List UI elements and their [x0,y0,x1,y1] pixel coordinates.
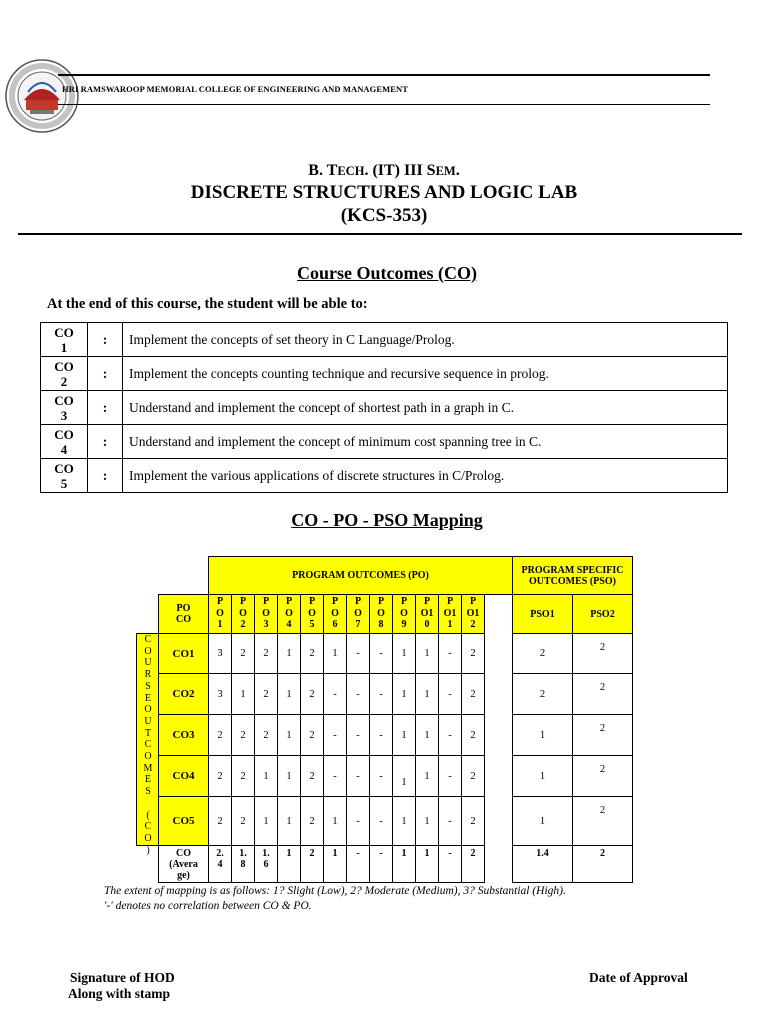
mapping-legend-note: The extent of mapping is as follows: 1? Slight (Low), 2? Moderate (Medium), 3? Substantial (High). [104,885,566,897]
po-column-header: P O1 1 [438,594,462,634]
mapping-value: 2 [461,633,485,674]
course-title: DISCRETE STRUCTURES AND LOGIC LAB [190,182,578,203]
mapping-value: 1 [254,796,278,846]
co-id: CO 4 [41,425,88,459]
co-row [41,425,728,459]
mapping-no-correlation-note: '-' denotes no correlation between CO & PO. [104,900,312,912]
pso-value: 2 [512,633,573,674]
mapping-value: 2 [208,755,232,797]
row-co-label: CO2 [158,673,209,715]
mapping-value: 3 [208,633,232,674]
po-column-header: P O 1 [208,594,232,634]
pso-value: 1 [512,796,573,846]
mapping-value: 2 [300,714,324,756]
row-co-label: CO5 [158,796,209,846]
po-column-header: P O1 0 [415,594,439,634]
mapping-value: - [369,755,393,797]
mapping-value: 1 [415,755,439,797]
header-divider [18,233,742,235]
co-row [41,323,728,357]
mapping-value: - [369,673,393,715]
mapping-value: - [346,673,370,715]
header-rule-top [58,74,710,76]
mapping-value: 2 [461,673,485,715]
mapping-value: 2 [208,796,232,846]
mapping-value: 2 [231,714,255,756]
average-value: 1. 8 [231,845,255,883]
mapping-value: 1 [392,673,416,715]
pso-value: 2 [572,673,633,715]
mapping-value: 2 [254,633,278,674]
pso-value: 1 [512,714,573,756]
course-outcomes-table [40,322,728,493]
mapping-value: 1 [254,755,278,797]
mapping-value: 1 [277,714,301,756]
po-group-header: PROGRAM OUTCOMES (PO) [208,556,513,595]
average-value: - [369,845,393,883]
mapping-title: CO - PO - PSO Mapping [291,510,483,530]
college-logo [4,58,80,134]
average-pso-value: 2 [572,845,633,883]
course-outcomes-title: Course Outcomes (CO) [297,263,477,283]
po-column-header: P O1 2 [461,594,485,634]
mapping-value: 2 [231,633,255,674]
mapping-value: 1 [415,673,439,715]
average-value: 2. 4 [208,845,232,883]
mapping-value: 1 [392,633,416,674]
mapping-value: 2 [254,714,278,756]
mapping-value: 2 [300,796,324,846]
co-id: CO 5 [41,459,88,493]
po-column-header: P O 8 [369,594,393,634]
po-column-header: P O 5 [300,594,324,634]
mapping-value: 2 [300,755,324,797]
co-description: Understand and implement the concept of minimum cost spanning tree in C. [123,425,728,459]
mapping-value: 2 [231,796,255,846]
co-separator: : [88,425,123,459]
mapping-value: 1 [277,673,301,715]
date-of-approval-label: Date of Approval [589,970,688,985]
po-column-header: P O 6 [323,594,347,634]
mapping-value: - [438,673,462,715]
mapping-value: 2 [461,714,485,756]
mapping-value: - [369,633,393,674]
row-co-label: CO4 [158,755,209,797]
mapping-value: - [438,755,462,797]
pso-group-header: PROGRAM SPECIFIC OUTCOMES (PSO) [512,556,633,595]
average-label: CO (Avera ge) [158,845,209,883]
mapping-value: 2 [254,673,278,715]
pso-column-header: PSO2 [572,594,633,634]
average-value: 1 [392,845,416,883]
mapping-value: 1 [392,714,416,756]
average-pso-value: 1.4 [512,845,573,883]
mapping-value: - [346,633,370,674]
course-code: (KCS-353) [340,205,428,226]
row-co-label: CO3 [158,714,209,756]
co-description: Implement the concepts of set theory in C Language/Prolog. [123,323,728,357]
average-value: 2 [300,845,324,883]
average-value: 1 [415,845,439,883]
mapping-value: - [323,673,347,715]
mapping-value: 2 [208,714,232,756]
mapping-value: - [438,714,462,756]
corner-header: PO CO [158,594,209,634]
hod-signature-label: Signature of HOD [70,970,175,985]
co-description: Implement the concepts counting technique and recursive sequence in prolog. [123,357,728,391]
course-outcomes-intro: At the end of this course, the student will be able to: [47,296,368,312]
po-column-header: P O 4 [277,594,301,634]
pso-value: 1 [512,755,573,797]
mapping-value: - [346,714,370,756]
mapping-value: 1 [231,673,255,715]
mapping-value: 2 [231,755,255,797]
mapping-value: 1 [415,714,439,756]
mapping-value: 1 [415,796,439,846]
average-value: 1 [323,845,347,883]
mapping-value: 1 [277,755,301,797]
mapping-value: - [323,714,347,756]
mapping-value: - [369,714,393,756]
co-description: Implement the various applications of discrete structures in C/Prolog. [123,459,728,493]
mapping-value: 1 [277,796,301,846]
co-row [41,357,728,391]
po-column-header: P O 7 [346,594,370,634]
co-row [41,459,728,493]
average-value: - [438,845,462,883]
co-separator: : [88,323,123,357]
po-column-header: P O 9 [392,594,416,634]
mapping-value: 1 [323,633,347,674]
mapping-value: - [438,796,462,846]
row-co-label: CO1 [158,633,209,674]
co-id: CO 2 [41,357,88,391]
average-value: 1. 6 [254,845,278,883]
course-outcomes-side-label: C O U R S E O U T C O M E S ( C O ) [143,634,153,856]
mapping-value: 1 [323,796,347,846]
pso-column-header: PSO1 [512,594,573,634]
mapping-value: 1 [392,755,416,797]
mapping-value: 1 [277,633,301,674]
average-value: - [346,845,370,883]
mapping-value: 2 [300,633,324,674]
po-column-header: P O 2 [231,594,255,634]
mapping-value: 1 [415,633,439,674]
co-separator: : [88,459,123,493]
mapping-value: 3 [208,673,232,715]
average-value: 2 [461,845,485,883]
mapping-value: 2 [461,755,485,797]
hod-stamp-label: Along with stamp [68,986,171,1001]
mapping-value: - [438,633,462,674]
course-program-line: B. TECH. (IT) III SEM. [308,162,460,179]
po-column-header: P O 3 [254,594,278,634]
mapping-value: - [323,755,347,797]
co-id: CO 3 [41,391,88,425]
header-rule-bottom [58,104,710,105]
mapping-value: 2 [461,796,485,846]
co-id: CO 1 [41,323,88,357]
pso-value: 2 [572,633,633,674]
college-name: HRI RAMSWAROOP MEMORIAL COLLEGE OF ENGINEERING AND MANAGEMENT [62,84,409,94]
mapping-value: - [369,796,393,846]
mapping-value: - [346,796,370,846]
mapping-value: 1 [392,796,416,846]
co-separator: : [88,391,123,425]
pso-value: 2 [572,714,633,756]
pso-value: 2 [572,796,633,846]
co-description: Understand and implement the concept of shortest path in a graph in C. [123,391,728,425]
mapping-value: - [346,755,370,797]
co-row [41,391,728,425]
pso-value: 2 [572,755,633,797]
co-separator: : [88,357,123,391]
average-value: 1 [277,845,301,883]
pso-value: 2 [512,673,573,715]
mapping-value: 2 [300,673,324,715]
